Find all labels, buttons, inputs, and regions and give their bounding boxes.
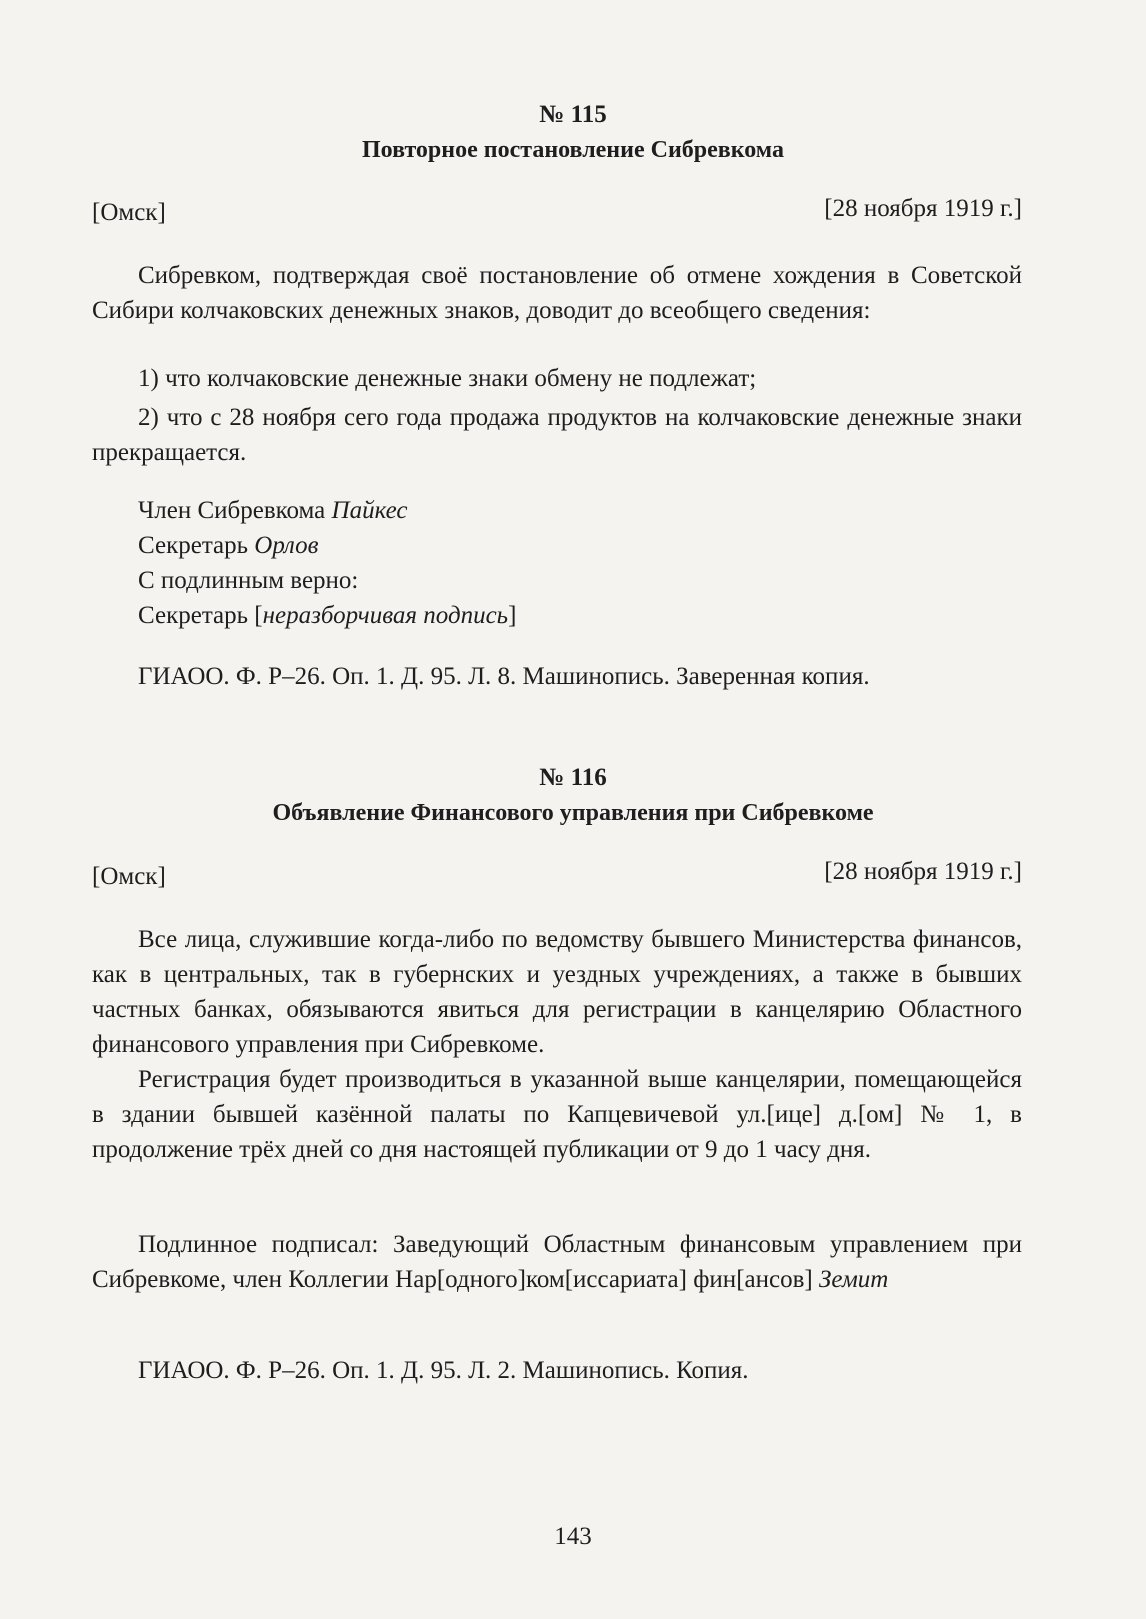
doc-115-signature-3 xyxy=(138,602,516,630)
doc-116-number: № 116 xyxy=(539,764,607,791)
signed-text: Подлинное подписал: Заведующий Областным финансовым управлением при Сибревкоме, член Коллегии Нар[одного]ком[иссариата] фин[ансов] xyxy=(92,1231,1022,1293)
doc-116-paragraph-1: Все лица, служившие когда-либо по ведомству бывшего Министерства финансов, как в центральных, так в губернских и уездных учреждениях, а также в бывших частных банках, обязываются явиться для регистрации в канцелярию Областного финансового управления при Сибревкоме. xyxy=(92,926,1022,1058)
signature-role: Член Сибревкома xyxy=(138,497,332,524)
doc-115-body: Сибревком, подтверждая своё постановление об отмене хождения в Советской Сибири колчаковских денежных знаков, доводит до всеобщего сведения: xyxy=(92,262,1022,324)
doc-115-signature-2 xyxy=(138,532,318,560)
signature-role: Секретарь xyxy=(138,532,255,559)
doc-115-date: [28 ноября 1919 г.] xyxy=(824,195,1022,222)
doc-115-signature-1 xyxy=(138,497,408,525)
doc-116-signed xyxy=(92,1227,1022,1297)
doc-116-source: ГИАОО. Ф. Р–26. Оп. 1. Д. 95. Л. 2. Машинопись. Копия. xyxy=(138,1357,749,1384)
doc-115-title: Повторное постановление Сибревкома xyxy=(362,137,784,163)
signature-name: Орлов xyxy=(254,532,319,559)
signature-role: Секретарь [ xyxy=(138,602,263,629)
doc-115-item-1: 1) что колчаковские денежные знаки обмену не подлежат; xyxy=(138,365,757,392)
doc-115-certified: С подлинным верно: xyxy=(138,567,359,594)
doc-116-paragraph-2: Регистрация будет производиться в указанной выше канцелярии, помещающейся в здании бывшей казённой палаты по Капцевичевой ул.[ице] д.[ом] № 1, в продолжение трёх дней со дня настоящей публикации от 9 до 1 часу дня. xyxy=(92,1066,1022,1163)
doc-116-title: Объявление Финансового управления при Сибревкоме xyxy=(272,800,874,826)
doc-116-date: [28 ноября 1919 г.] xyxy=(824,858,1022,885)
doc-115-item-2: 2) что с 28 ноября сего года продажа продуктов на колчаковские денежные знаки прекращается. xyxy=(92,404,1022,466)
signed-name: Земит xyxy=(818,1266,889,1293)
doc-116-place: [Омск] xyxy=(92,863,166,890)
doc-115-place: [Омск] xyxy=(92,199,166,226)
signature-name: Пайкес xyxy=(331,497,408,524)
page-number: 143 xyxy=(554,1523,592,1550)
signature-name: неразборчивая подпись xyxy=(262,602,509,629)
doc-115-source: ГИАОО. Ф. Р–26. Оп. 1. Д. 95. Л. 8. Машинопись. Заверенная копия. xyxy=(138,663,870,690)
signature-close: ] xyxy=(508,602,517,629)
doc-115-number: № 115 xyxy=(539,101,607,128)
